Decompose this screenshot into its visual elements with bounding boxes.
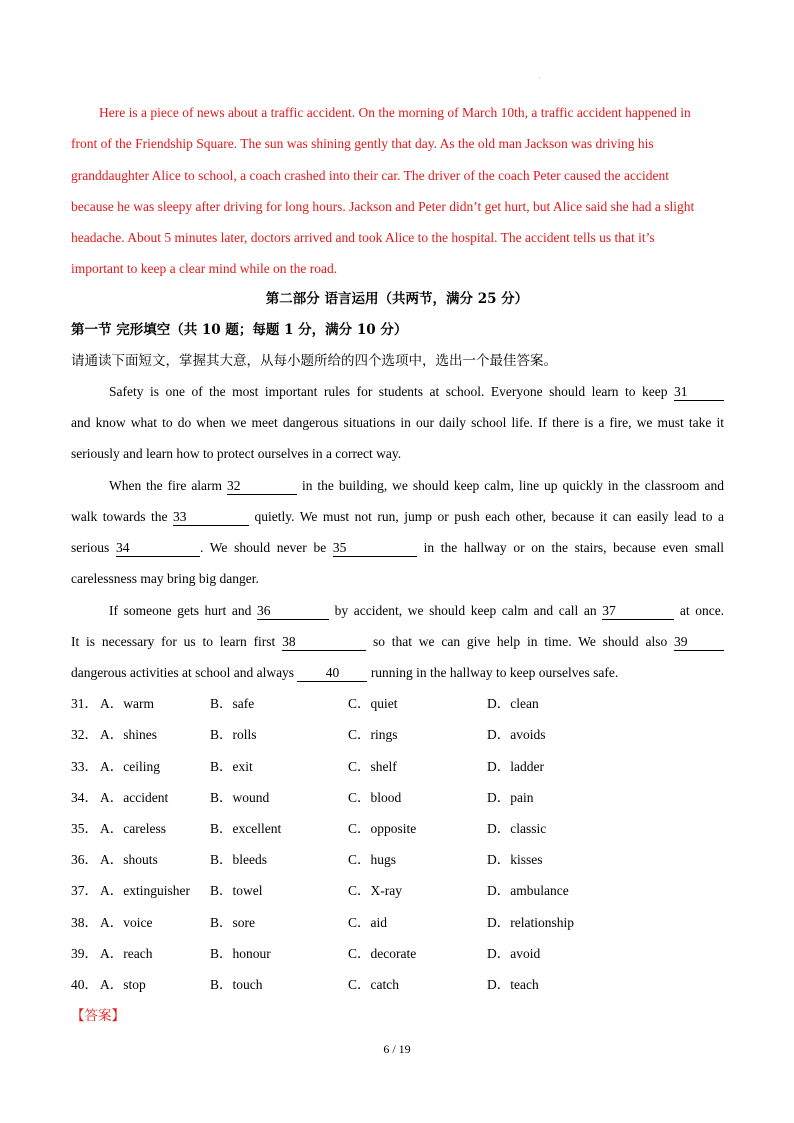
option-d: D．relationship — [487, 915, 574, 930]
option-d: D．kisses — [487, 852, 543, 867]
option-c: C．aid — [348, 915, 387, 930]
option-row-31: 31． A．warm B．safe C．quiet D．clean — [71, 694, 731, 714]
blank-35: 35 — [333, 540, 417, 557]
part-title: 第二部分 语言运用（共两节，满分 25 分） — [265, 291, 529, 307]
option-b: B．touch — [210, 977, 263, 992]
passage-line: carelessness may bring big danger. — [71, 571, 259, 586]
page-number: 6 / 19 — [383, 1042, 411, 1056]
passage-line: and know what to do when we meet dangerous situations in our daily school life. If there is a fire, we must take it — [71, 415, 724, 430]
option-c: C．catch — [348, 977, 399, 992]
option-a: A．voice — [100, 915, 153, 930]
option-c: C．opposite — [348, 821, 417, 836]
option-c: C．hugs — [348, 852, 397, 867]
option-a: A．extinguisher — [100, 883, 190, 898]
news-line: front of the Friendship Square. The sun was shining gently that day. As the old man Jackson was driving his — [71, 136, 654, 152]
blank-40: 40 — [297, 665, 367, 682]
blank-31: 31 — [674, 384, 724, 401]
option-d: D．avoid — [487, 946, 541, 961]
option-d: D．avoids — [487, 727, 546, 742]
news-line: headache. About 5 minutes later, doctors arrived and took Alice to the hospital. The accident tells us that it’s — [71, 230, 655, 246]
option-d: D．ladder — [487, 759, 544, 774]
news-paragraph — [71, 97, 726, 285]
passage-line: serious 34 . We should never be 35 in the hallway or on the stairs, because even small — [71, 540, 725, 555]
option-row-38: 38． A．voice B．sore C．aid D．relationship — [71, 913, 731, 933]
blank-33: 33 — [173, 509, 249, 526]
blank-37: 37 — [602, 603, 674, 620]
answer-label: 【答案】 — [71, 1008, 125, 1024]
news-line: because he was sleepy after driving for long hours. Jackson and Peter didn’t get hurt, but Alice said she had a slight — [71, 198, 695, 214]
option-b: B．rolls — [210, 727, 257, 742]
option-a: A．stop — [100, 977, 146, 992]
option-c: C．quiet — [348, 696, 398, 711]
stray-dot: · — [538, 74, 541, 83]
blank-36: 36 — [257, 603, 329, 620]
option-c: C．X-ray — [348, 883, 402, 898]
passage-line: When the fire alarm 32 in the building, we should keep calm, line up quickly in the classroom and — [109, 478, 724, 493]
option-a: A．reach — [100, 946, 153, 961]
option-d: D．clean — [487, 696, 539, 711]
news-line: granddaughter Alice to school, a coach crashed into their car. The driver of the coach Peter caused the accident — [71, 167, 669, 183]
option-c: C．decorate — [348, 946, 417, 961]
option-d: D．ambulance — [487, 883, 569, 898]
blank-34: 34 — [116, 540, 200, 557]
option-d: D．pain — [487, 790, 534, 805]
option-c: C．rings — [348, 727, 398, 742]
option-b: B．excellent — [210, 821, 282, 836]
news-line: Here is a piece of news about a traffic accident. On the morning of March 10th, a traffic accident happened in — [99, 105, 691, 120]
option-b: B．wound — [210, 790, 270, 805]
passage-line: dangerous activities at school and always 40 running in the hallway to keep ourselves safe. — [71, 665, 619, 680]
option-a: A．careless — [100, 821, 166, 836]
option-row-40: 40． A．stop B．touch C．catch D．teach — [71, 975, 731, 995]
option-d: D．teach — [487, 977, 539, 992]
instruction-text: 请通读下面短文，掌握其大意，从每小题所给的四个选项中，选出一个最佳答案。 — [71, 353, 557, 369]
option-row-39: 39． A．reach B．honour C．decorate D．avoid — [71, 944, 731, 964]
option-row-37: 37． A．extinguisher B．towel C．X-ray D．ambulance — [71, 881, 731, 901]
option-b: B．sore — [210, 915, 255, 930]
option-a: A．accident — [100, 790, 169, 805]
passage-line: Safety is one of the most important rules for students at school. Everyone should learn to keep 31 — [71, 381, 724, 403]
option-row-34: 34． A．accident B．wound C．blood D．pain — [71, 788, 731, 808]
option-b: B．bleeds — [210, 852, 267, 867]
option-row-33: 33． A．ceiling B．exit C．shelf D．ladder — [71, 757, 731, 777]
option-c: C．blood — [348, 790, 402, 805]
option-c: C．shelf — [348, 759, 397, 774]
blank-39: 39 — [674, 634, 724, 651]
blank-32: 32 — [227, 478, 297, 495]
option-d: D．classic — [487, 821, 547, 836]
section-title: 第一节 完形填空（共 10 题；每题 1 分，满分 10 分） — [71, 322, 408, 338]
option-a: A．shines — [100, 727, 157, 742]
option-b: B．safe — [210, 696, 255, 711]
passage-line: walk towards the 33 quietly. We must not run, jump or push each other, because it can easily lead to a — [71, 509, 724, 524]
option-b: B．exit — [210, 759, 253, 774]
option-a: A．shouts — [100, 852, 158, 867]
option-row-35: 35． A．careless B．excellent C．opposite D．classic — [71, 819, 731, 839]
option-row-36: 36． A．shouts B．bleeds C．hugs D．kisses — [71, 850, 731, 870]
option-row-32: 32． A．shines B．rolls C．rings D．avoids — [71, 725, 731, 745]
option-a: A．ceiling — [100, 759, 160, 774]
option-b: B．honour — [210, 946, 271, 961]
passage-line: If someone gets hurt and 36 by accident, we should keep calm and call an 37 at once. — [109, 603, 725, 618]
passage-line: seriously and learn how to protect ourselves in a correct way. — [71, 446, 402, 461]
option-a: A．warm — [100, 696, 154, 711]
passage-line: It is necessary for us to learn first 38 so that we can give help in time. We should also 39 — [71, 631, 724, 653]
blank-38: 38 — [282, 634, 366, 651]
news-line: important to keep a clear mind while on the road. — [71, 261, 338, 277]
option-b: B．towel — [210, 883, 263, 898]
